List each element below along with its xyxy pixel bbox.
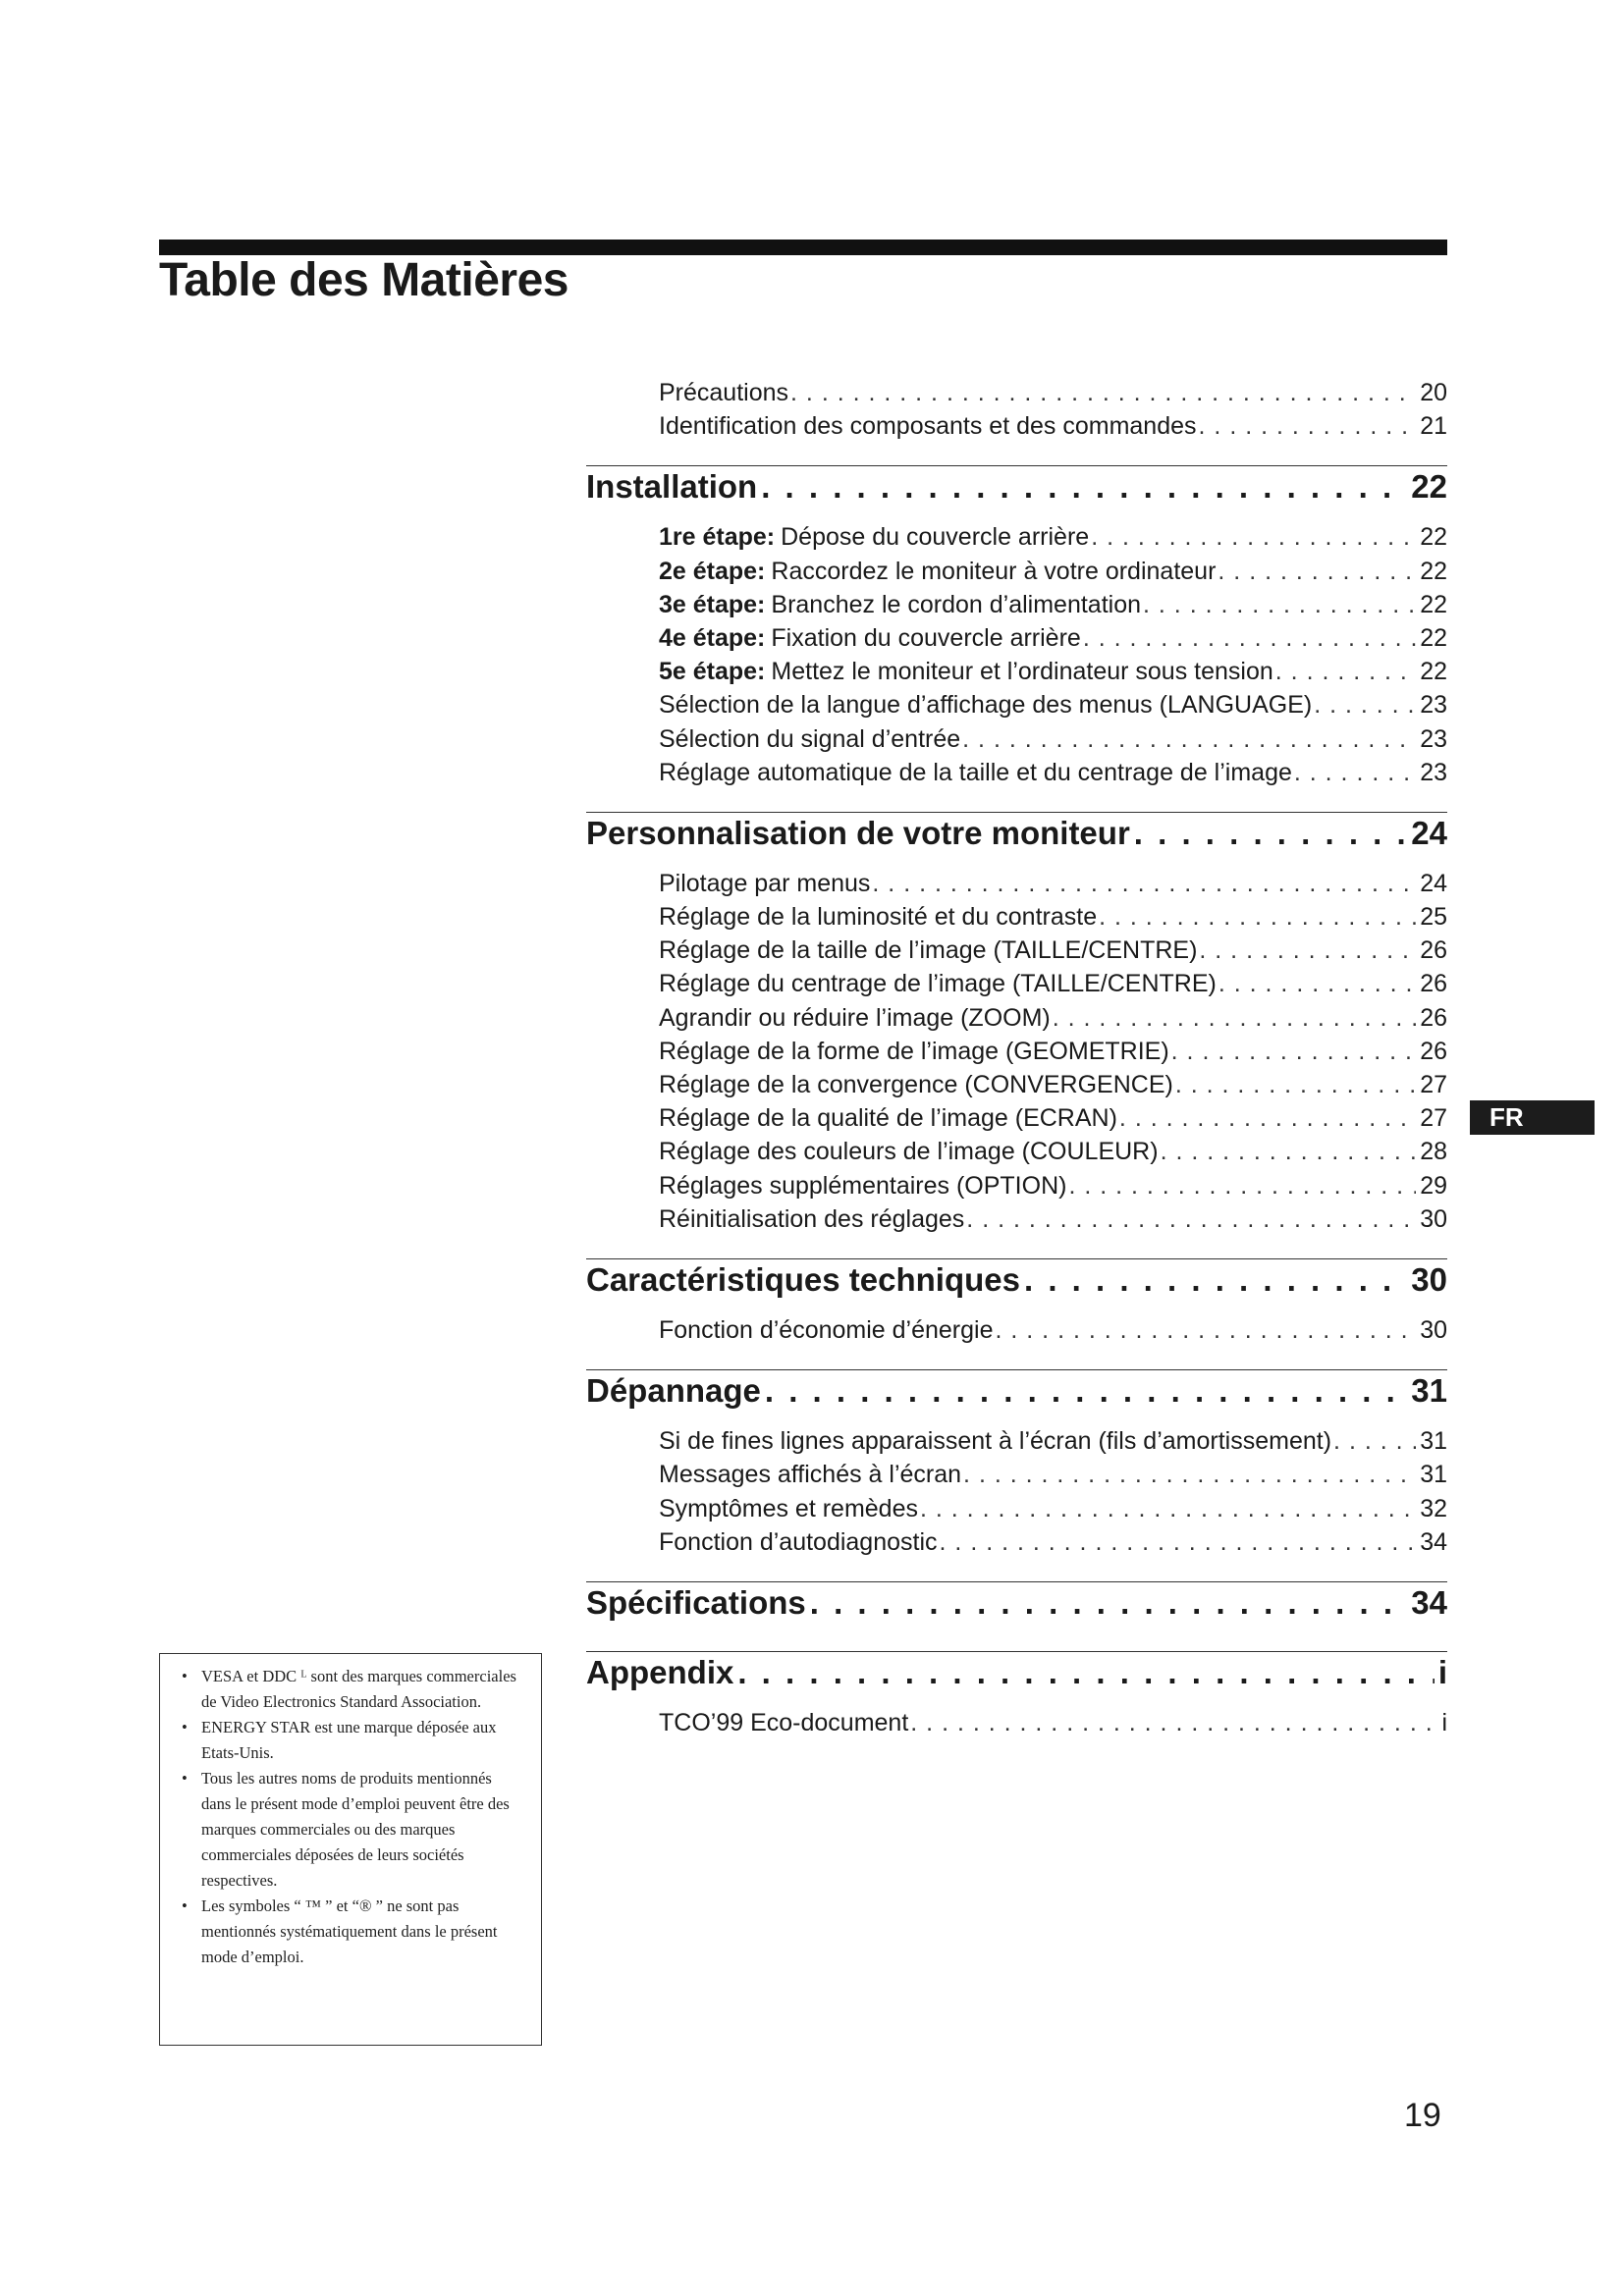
dot-leader [1091,523,1416,552]
section-title: Dépannage [586,1372,761,1410]
note-item: • Tous les autres noms de produits mentionnés dans le présent mode d’emploi peuvent être des marques commerciales ou des marques commerciales déposées de leurs sociétés respectives. [174,1766,523,1894]
entry-text: Identification des composants et des commandes [659,412,1197,441]
section-entries [586,1316,1447,1350]
toc-entry [659,624,1447,658]
entry-text: Réglage de la qualité de l’image (ECRAN) [659,1104,1117,1133]
section-heading [586,1581,1447,1631]
note-item: • VESA et DDC ᴸ sont des marques commerciales de Video Electronics Standard Association. [174,1664,523,1715]
section-heading [586,1369,1447,1419]
entry-page: 30 [1420,1204,1447,1233]
toc-entry [659,1528,1447,1562]
toc-entry [659,1071,1447,1104]
note-item: • ENERGY STAR est une marque déposée aux Etats-Unis. [174,1715,523,1766]
section-heading [586,465,1447,515]
entry-text: Sélection de la langue d’affichage des menus (LANGUAGE) [659,691,1313,720]
step-label: 5e étape: [659,658,766,686]
entry-page: 26 [1420,970,1447,998]
dot-leader [737,1654,1434,1691]
dot-leader [1175,1071,1416,1099]
section-heading [586,1258,1447,1308]
page-title: Table des Matières [159,254,568,306]
toc-entry [659,903,1447,936]
dot-leader [810,1584,1408,1622]
toc-entry [659,1004,1447,1038]
toc-entry [659,725,1447,759]
dot-leader [761,468,1407,506]
dot-leader [962,725,1416,754]
toc-entry [659,1316,1447,1350]
section-entries [586,1427,1447,1562]
entry-text: Fixation du couvercle arrière [771,623,1081,652]
entry-page: 32 [1420,1494,1447,1522]
entry-text: Réglages supplémentaires (OPTION) [659,1171,1067,1200]
entry-page: 30 [1420,1315,1447,1344]
section-title: Personnalisation de votre moniteur [586,814,1130,851]
entry-page: 24 [1420,869,1447,897]
entry-page: i [1441,1708,1447,1736]
toc-entry [659,558,1447,591]
entry-text: Pilotage par menus [659,869,871,897]
section-page: 31 [1411,1372,1447,1410]
toc-entry [659,412,1447,446]
entry-text: Réglage de la convergence (CONVERGENCE) [659,1071,1173,1098]
notes-list [174,1664,523,1970]
dot-leader [1083,624,1416,653]
toc-entry [659,1138,1447,1171]
dot-leader [1199,936,1416,965]
toc-entry [659,1038,1447,1071]
section-title: Caractéristiques techniques [586,1260,1020,1298]
dot-leader [765,1372,1407,1410]
entry-page: 23 [1420,758,1447,786]
dot-leader [966,1205,1416,1234]
entry-page: 31 [1420,1427,1447,1456]
dot-leader [1099,903,1416,932]
dot-leader [1199,412,1417,441]
dot-leader [1024,1261,1407,1299]
section-heading [586,1651,1447,1701]
toc-entry [659,379,1447,412]
section-page: i [1437,1653,1447,1690]
toc-sections [586,465,1447,1742]
toc-entry [659,523,1447,557]
entry-page: 29 [1420,1171,1447,1200]
entry-page: 26 [1420,1037,1447,1065]
entry-text: Réglage des couleurs de l’image (COULEUR) [659,1138,1159,1166]
toc-entry [659,1104,1447,1138]
entry-text: Réglage de la forme de l’image (GEOMETRIE) [659,1037,1169,1065]
entry-page: 23 [1420,724,1447,753]
toc-entry [659,1461,1447,1494]
entry-text: TCO’99 Eco-document [659,1708,909,1736]
entry-text: Réglage de la luminosité et du contraste [659,903,1098,932]
entry-page: 34 [1420,1527,1447,1556]
section-entries [586,523,1447,792]
entry-page: 28 [1420,1138,1447,1166]
entry-text: Réglage du centrage de l’image (TAILLE/CENTRE) [659,970,1217,998]
dot-leader [1218,970,1416,998]
page-number: 19 [1404,2097,1441,2134]
section-title: Installation [586,468,758,506]
toc-entry [659,691,1447,724]
entry-text: Sélection du signal d’entrée [659,724,961,753]
dot-leader [963,1461,1416,1489]
entry-page: 23 [1420,691,1447,720]
toc-entry [659,1427,1447,1461]
dot-leader [940,1528,1417,1557]
section-page: 34 [1411,1583,1447,1621]
table-of-contents [586,371,1447,1742]
entry-text: Messages affichés à l’écran [659,1461,962,1489]
step-label: 3e étape: [659,590,766,618]
entry-text: Dépose du couvercle arrière [781,523,1090,552]
toc-entry [659,970,1447,1003]
entry-page: 31 [1420,1461,1447,1489]
entry-text: Réglage de la taille de l’image (TAILLE/CENTRE) [659,936,1198,965]
entry-text: Branchez le cordon d’alimentation [771,590,1142,618]
entry-page: 26 [1420,936,1447,965]
entry-page: 21 [1420,412,1447,441]
section-page: 30 [1411,1260,1447,1298]
dot-leader [1068,1172,1416,1201]
dot-leader [1119,1104,1416,1133]
entry-page: 22 [1420,658,1447,686]
entry-page: 22 [1420,590,1447,618]
entry-page: 27 [1420,1104,1447,1133]
entry-text: Fonction d’autodiagnostic [659,1527,938,1556]
dot-leader [910,1709,1437,1737]
section-page: 24 [1411,814,1447,851]
entry-text: Agrandir ou réduire l’image (ZOOM) [659,1003,1051,1032]
step-label: 2e étape: [659,557,766,585]
dot-leader [996,1316,1417,1345]
dot-leader [920,1495,1416,1523]
section-title: Spécifications [586,1583,806,1621]
dot-leader [1143,591,1416,619]
trademark-notes [159,1653,542,2046]
section-entries [586,870,1447,1239]
step-label: 4e étape: [659,623,766,652]
dot-leader [1171,1038,1417,1066]
section-page: 22 [1411,468,1447,506]
entry-text: Raccordez le moniteur à votre ordinateur [771,557,1217,585]
entry-page: 27 [1420,1071,1447,1098]
entry-page: 26 [1420,1003,1447,1032]
dot-leader [1275,658,1416,686]
entry-text: Mettez le moniteur et l’ordinateur sous tension [771,658,1273,686]
toc-entry [659,658,1447,691]
entry-text: Réglage automatique de la taille et du centrage de l’image [659,758,1292,786]
dot-leader [1314,691,1416,720]
entry-text: Fonction d’économie d’énergie [659,1315,994,1344]
dot-leader [1218,558,1416,586]
entry-text: Symptômes et remèdes [659,1494,918,1522]
entry-text: Précautions [659,379,789,406]
toc-entry [659,591,1447,624]
toc-entry [659,759,1447,792]
note-item: • Les symboles “ ™ ” et “® ” ne sont pas mentionnés systématiquement dans le présent mode d’emploi. [174,1894,523,1970]
section-heading [586,812,1447,862]
entry-text: Si de fines lignes apparaissent à l’écran (fils d’amortissement) [659,1427,1332,1456]
entry-page: 25 [1420,903,1447,932]
entry-text: Réinitialisation des réglages [659,1204,965,1233]
section-title: Appendix [586,1653,734,1690]
entry-page: 22 [1420,523,1447,552]
toc-entry [659,1495,1447,1528]
entry-page: 22 [1420,623,1447,652]
dot-leader [1134,815,1408,852]
section-entries [586,1709,1447,1742]
entry-page: 20 [1420,379,1447,406]
dot-leader [1053,1004,1416,1033]
dot-leader [1294,759,1416,787]
dot-leader [872,870,1416,898]
dot-leader [790,379,1416,407]
language-tab: FR [1470,1100,1595,1135]
entry-page: 22 [1420,557,1447,585]
toc-entry [659,870,1447,903]
intro-entries [586,379,1447,446]
step-label: 1re étape: [659,523,776,552]
toc-entry [659,936,1447,970]
toc-entry [659,1172,1447,1205]
dot-leader [1161,1138,1417,1166]
toc-entry [659,1205,1447,1239]
toc-entry [659,1709,1447,1742]
dot-leader [1333,1427,1416,1456]
